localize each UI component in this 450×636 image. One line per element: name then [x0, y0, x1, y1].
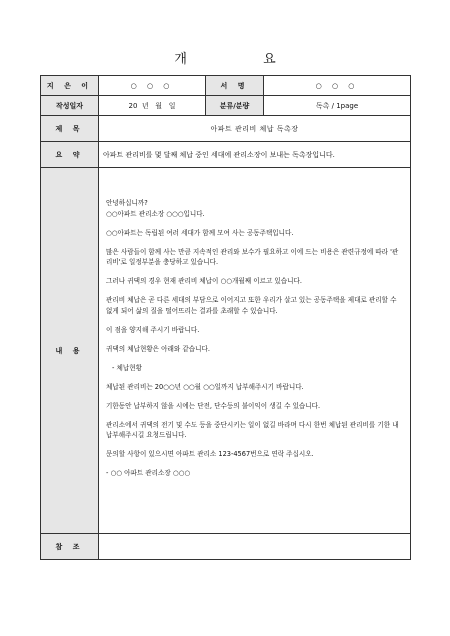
content-paragraph: ○○아파트는 독립된 여러 세대가 함께 모여 사는 공동주택입니다. [106, 228, 294, 237]
reference-value [99, 534, 411, 560]
content-label: 내 용 [41, 168, 99, 534]
document-title: 아파트 관리비 체납 독촉장 [99, 116, 411, 142]
category-value: 독촉 / 1page [264, 96, 411, 116]
overview-form-table [40, 75, 411, 560]
content-signature: - ○○ 아파트 관리소장 ○○○ [106, 469, 191, 477]
content-paragraph: 귀댁의 체납현황은 아래와 같습니다. [106, 344, 210, 353]
content-body [99, 168, 411, 534]
content-paragraph: 이 점을 양지해 주시기 바랍니다. [106, 325, 200, 334]
content-intro: ○○아파트 관리소장 ○○○입니다. [106, 209, 205, 218]
publisher-label: 서 명 [206, 76, 264, 96]
publisher-value: ○ ○ ○ [264, 76, 411, 96]
author-label: 지 은 이 [41, 76, 99, 96]
content-paragraph: 문의할 사항이 있으시면 아파트 관리소 123-4567번으로 연락 주십시오. [106, 450, 314, 458]
date-value: 20 년 월 일 [99, 96, 206, 116]
content-paragraph: 그러나 귀댁의 경우 현재 관리비 체납이 ○○개월째 이르고 있습니다. [106, 277, 302, 285]
content-paragraph: 관리소에서 귀댁의 전기 및 수도 등을 중단시키는 일이 없길 바라며 다시 한번 체납된 관리비를 기한 내 납부해주시길 요청드립니다. [106, 420, 399, 439]
content-paragraph: 기한동안 납부하지 않을 시에는 단전, 단수등의 불이익이 생길 수 있습니다. [106, 401, 321, 410]
page-title: 개 요 [174, 52, 312, 67]
title-label: 제 목 [41, 116, 99, 142]
category-label: 분류/분량 [206, 96, 264, 116]
content-paragraph: 많은 사람들이 함께 사는 만큼 지속적인 관리와 보수가 필요하고 이에 드는 비용은 관련규정에 따라 '관리비'로 일정부분을 충당하고 있습니다. [106, 247, 399, 266]
content-paragraph: 체납된 관리비는 20○○년 ○○월 ○○일까지 납부해주시기 바랍니다. [106, 382, 304, 391]
content-paragraph: 관리비 체납은 곧 다른 세대의 부담으로 이어지고 또한 우리가 살고 있는 공동주택을 제대로 관리할 수 없게 되어 삶의 질을 떨어뜨리는 결과를 초래할 수 있습니다. [106, 296, 397, 315]
summary-label: 요 약 [41, 142, 99, 168]
reference-label: 참 조 [41, 534, 99, 560]
content-status-heading: - 체납현황 [112, 363, 142, 372]
summary-text: 아파트 관리비를 몇 달째 체납 중인 세대에 관리소장이 보내는 독촉장입니다. [99, 142, 411, 168]
date-label: 작성일자 [41, 96, 99, 116]
author-value: ○ ○ ○ [99, 76, 206, 96]
content-greeting: 안녕하십니까? [106, 199, 148, 207]
